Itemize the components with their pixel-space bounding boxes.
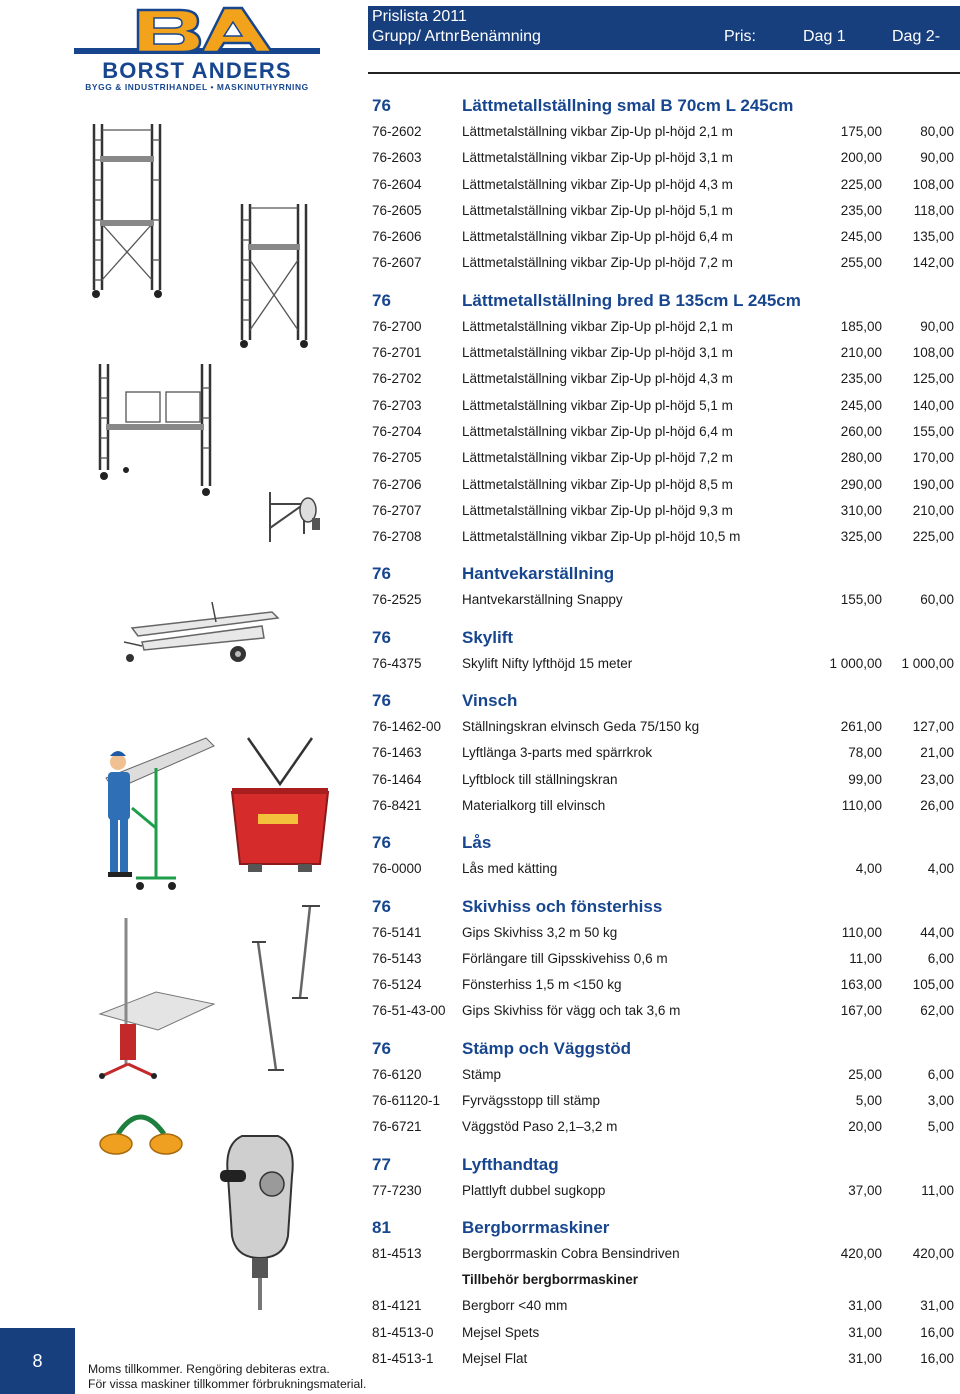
- section-title: Lås: [462, 833, 492, 853]
- narrow-scaffold-short-illustration: [232, 200, 322, 350]
- table-row: [372, 197, 956, 223]
- article-number: 76-2606: [372, 229, 422, 245]
- article-name: Väggstöd Paso 2,1–3,2 m: [462, 1119, 618, 1135]
- table-row: [372, 650, 956, 676]
- table-row: [372, 339, 956, 365]
- section-group-number: 76: [372, 290, 391, 310]
- table-row: [372, 313, 956, 339]
- article-number: 76-2708: [372, 529, 422, 545]
- price-day1: 1 000,00: [829, 655, 882, 671]
- article-number: 76-8421: [372, 797, 422, 813]
- section-group-number: 76: [372, 896, 391, 916]
- table-row: [372, 523, 956, 549]
- article-number: 81-4513-0: [372, 1324, 434, 1340]
- article-number: 81-4513: [372, 1245, 422, 1261]
- price-day2: 135,00: [912, 229, 954, 245]
- company-tagline: BYGG & INDUSTRIHANDEL • MASKINUTHYRNING: [85, 82, 309, 92]
- table-row: [372, 1319, 956, 1345]
- price-day2: 108,00: [912, 176, 954, 192]
- article-name: Lyftblock till ställningskran: [462, 771, 618, 787]
- sub-heading: [372, 1266, 956, 1292]
- table-row: [372, 945, 956, 971]
- article-number: 76-2701: [372, 345, 422, 361]
- table-row: [372, 1087, 956, 1113]
- price-day2: 190,00: [912, 476, 954, 492]
- header-divider: [368, 72, 960, 74]
- price-day1: 200,00: [840, 150, 882, 166]
- price-day2: 11,00: [921, 1182, 954, 1198]
- article-name: Lättmetalställning vikbar Zip-Up pl-höjd 7,2 m: [462, 255, 733, 271]
- article-name: Mejsel Spets: [462, 1324, 540, 1340]
- article-name: Fyrvägsstopp till stämp: [462, 1093, 601, 1109]
- table-row: [372, 418, 956, 444]
- props-and-wall-support-illustration: [250, 902, 330, 1078]
- company-logo: [74, 4, 324, 92]
- article-number: 76-2705: [372, 450, 422, 466]
- price-day2: 1 000,00: [901, 655, 954, 671]
- rock-drill-illustration: [212, 1124, 308, 1314]
- col-day2-header: Dag 2-: [892, 28, 941, 45]
- section-title: Hantvekarställning: [462, 564, 615, 584]
- price-day2: 118,00: [913, 202, 954, 218]
- article-name: Lättmetalställning vikbar Zip-Up pl-höjd 10,5 m: [462, 529, 741, 545]
- price-section: [372, 1151, 956, 1203]
- trailer-skylift-illustration: [112, 598, 292, 670]
- table-row: [372, 144, 956, 170]
- ba-logo-mark: [74, 4, 324, 60]
- price-day1: 37,00: [848, 1182, 882, 1198]
- price-day1: 110,00: [841, 797, 882, 813]
- article-name: Mejsel Flat: [462, 1350, 528, 1366]
- price-day1: 20,00: [848, 1119, 882, 1135]
- section-heading: [372, 829, 956, 855]
- price-day2: 90,00: [920, 150, 954, 166]
- article-number: 76-6721: [372, 1119, 422, 1135]
- price-day1: 155,00: [840, 592, 882, 608]
- page-number: 8: [0, 1328, 75, 1394]
- section-title: Lättmetallställning smal B 70cm L 245cm: [462, 96, 794, 115]
- table-row: [372, 1240, 956, 1266]
- article-number: 76-61120-1: [372, 1093, 441, 1109]
- section-group-number: 77: [372, 1154, 391, 1174]
- article-name: Gips Skivhiss 3,2 m 50 kg: [462, 924, 618, 940]
- article-name: Lättmetalställning vikbar Zip-Up pl-höjd 4,3 m: [462, 371, 733, 387]
- article-number: 76-1464: [372, 771, 422, 787]
- price-day2: 210,00: [912, 502, 954, 518]
- section-group-number: 81: [372, 1217, 391, 1237]
- table-row: [372, 1345, 956, 1371]
- price-section: [372, 687, 956, 818]
- price-day2: 420,00: [912, 1245, 954, 1261]
- price-section: [372, 624, 956, 676]
- table-row: [372, 171, 956, 197]
- article-number: 76-5141: [372, 924, 422, 940]
- price-day2: 4,00: [927, 861, 954, 877]
- table-row: [372, 118, 956, 144]
- article-name: Stämp: [462, 1066, 502, 1082]
- price-day1: 245,00: [840, 229, 882, 245]
- price-day1: 78,00: [848, 745, 882, 761]
- article-name: Bergborrmaskin Cobra Bensindriven: [462, 1245, 680, 1261]
- price-section: [372, 560, 956, 612]
- price-day1: 5,00: [855, 1093, 882, 1109]
- price-day1: 235,00: [840, 202, 882, 218]
- section-group-number: 76: [372, 1038, 391, 1058]
- article-number: 76-2702: [372, 371, 422, 387]
- article-number: 76-5143: [372, 950, 422, 966]
- price-day1: 185,00: [840, 318, 882, 334]
- material-basket-illustration: [228, 734, 332, 874]
- section-heading: [372, 287, 956, 313]
- price-day2: 142,00: [912, 255, 954, 271]
- table-row: [372, 739, 956, 765]
- table-row: [372, 766, 956, 792]
- table-row: [372, 471, 956, 497]
- article-name: Skylift Nifty lyfthöjd 15 meter: [462, 655, 633, 671]
- table-row: [372, 497, 956, 523]
- section-title: Vinsch: [462, 691, 518, 711]
- price-day1: 163,00: [840, 977, 882, 993]
- double-suction-cup-illustration: [96, 1104, 186, 1166]
- price-day2: 60,00: [920, 592, 954, 608]
- price-day1: 210,00: [840, 345, 882, 361]
- section-heading: [372, 1035, 956, 1061]
- article-number: 81-4513-1: [372, 1350, 434, 1366]
- col-name-header: Benämning: [460, 28, 541, 45]
- price-day2: 3,00: [927, 1093, 954, 1109]
- article-number: 76-2703: [372, 397, 422, 413]
- price-day1: 25,00: [848, 1066, 882, 1082]
- article-name: Fönsterhiss 1,5 m <150 kg: [462, 977, 622, 993]
- article-name: Lättmetalställning vikbar Zip-Up pl-höjd 9,3 m: [462, 502, 733, 518]
- footer-note-line2: För vissa maskiner tillkommer förbrukningsmaterial.: [88, 1377, 367, 1391]
- table-row: [372, 1113, 956, 1139]
- article-name: Lättmetalställning vikbar Zip-Up pl-höjd 7,2 m: [462, 450, 733, 466]
- price-day1: 99,00: [848, 771, 882, 787]
- price-day2: 90,00: [920, 318, 954, 334]
- table-row: [372, 223, 956, 249]
- article-number: 76-2602: [372, 124, 422, 139]
- scaffold-crane-illustration: [262, 488, 326, 546]
- price-day1: 310,00: [840, 502, 882, 518]
- col-day1-header: Dag 1: [803, 28, 846, 45]
- price-day2: 125,00: [912, 371, 954, 387]
- footer-note: [88, 1362, 366, 1392]
- article-name: Förlängare till Gipsskivehiss 0,6 m: [462, 950, 668, 966]
- article-number: 76-1462-00: [372, 719, 442, 735]
- price-day2: 26,00: [920, 797, 954, 813]
- price-section: [372, 1214, 956, 1371]
- article-name: Gips Skivhiss för vägg och tak 3,6 m: [462, 1003, 681, 1019]
- price-section: [372, 92, 956, 276]
- price-day1: 255,00: [840, 255, 882, 271]
- price-list-header: [368, 6, 960, 50]
- article-number: 76-2607: [372, 255, 422, 271]
- section-group-number: 76: [372, 627, 391, 647]
- article-name: Materialkorg till elvinsch: [462, 797, 606, 813]
- article-number: 76-5124: [372, 977, 422, 993]
- price-day2: 62,00: [920, 1003, 954, 1019]
- footer-note-line1: Moms tillkommer. Rengöring debiteras extra.: [88, 1362, 330, 1376]
- section-title: Skylift: [462, 627, 514, 647]
- section-title: Skivhiss och fönsterhiss: [462, 896, 663, 916]
- price-day1: 31,00: [848, 1298, 882, 1314]
- article-name: Lättmetalställning vikbar Zip-Up pl-höjd 5,1 m: [462, 397, 733, 413]
- price-day2: 23,00: [920, 771, 954, 787]
- narrow-scaffold-tall-illustration: [82, 120, 172, 302]
- price-day2: 16,00: [920, 1324, 954, 1340]
- table-row: [372, 1177, 956, 1203]
- article-number: 76-2704: [372, 423, 422, 439]
- article-number: 76-0000: [372, 861, 422, 877]
- section-heading: [372, 624, 956, 650]
- article-name: Lås med kätting: [462, 861, 558, 877]
- price-day1: 420,00: [840, 1245, 882, 1261]
- price-day2: 170,00: [912, 450, 954, 466]
- price-day2: 155,00: [912, 423, 954, 439]
- article-name: Lättmetalställning vikbar Zip-Up pl-höjd 4,3 m: [462, 176, 733, 192]
- article-number: 76-51-43-00: [372, 1003, 446, 1019]
- article-number: 76-2706: [372, 476, 422, 492]
- table-row: [372, 444, 956, 470]
- section-heading: [372, 1151, 956, 1177]
- article-number: 77-7230: [372, 1182, 422, 1198]
- article-name: Lättmetalställning vikbar Zip-Up pl-höjd 8,5 m: [462, 476, 733, 492]
- price-day1: 31,00: [848, 1324, 882, 1340]
- price-day1: 31,00: [848, 1350, 882, 1366]
- table-row: [372, 392, 956, 418]
- price-day1: 280,00: [840, 450, 882, 466]
- price-day2: 127,00: [912, 719, 954, 735]
- price-day1: 290,00: [840, 476, 882, 492]
- section-group-number: 76: [372, 96, 391, 115]
- article-name: Lättmetalställning vikbar Zip-Up pl-höjd 2,1 m: [462, 124, 733, 139]
- col-price-header: Pris:: [724, 28, 756, 45]
- section-heading: [372, 1214, 956, 1240]
- price-section: [372, 893, 956, 1024]
- price-day2: 105,00: [912, 977, 954, 993]
- column-headers: [368, 28, 960, 50]
- article-name: Lättmetalställning vikbar Zip-Up pl-höjd 5,1 m: [462, 202, 733, 218]
- price-day1: 245,00: [840, 397, 882, 413]
- article-number: 76-2605: [372, 202, 422, 218]
- price-day2: 6,00: [927, 950, 954, 966]
- article-name: Lättmetalställning vikbar Zip-Up pl-höjd 3,1 m: [462, 345, 733, 361]
- sub-heading-label: Tillbehör bergborrmaskiner: [462, 1272, 639, 1288]
- article-number: 76-2525: [372, 592, 422, 608]
- price-day2: 44,00: [920, 924, 954, 940]
- price-table: [372, 92, 956, 1382]
- wide-scaffold-illustration: [90, 358, 222, 500]
- article-number: 76-2603: [372, 150, 422, 166]
- price-day2: 16,00: [920, 1350, 954, 1366]
- article-number: 76-4375: [372, 655, 422, 671]
- section-title: Stämp och Väggstöd: [462, 1038, 632, 1058]
- section-heading: [372, 687, 956, 713]
- article-name: Plattlyft dubbel sugkopp: [462, 1182, 606, 1198]
- section-title: Lättmetallställning bred B 135cm L 245cm: [462, 290, 801, 310]
- table-row: [372, 997, 956, 1023]
- price-day1: 260,00: [840, 423, 882, 439]
- price-day1: 325,00: [840, 529, 882, 545]
- article-name: Lättmetalställning vikbar Zip-Up pl-höjd 6,4 m: [462, 423, 733, 439]
- article-number: 76-2604: [372, 176, 422, 192]
- price-day2: 21,00: [920, 745, 954, 761]
- section-heading: [372, 92, 956, 118]
- section-group-number: 76: [372, 691, 391, 711]
- article-name: Ställningskran elvinsch Geda 75/150 kg: [462, 719, 700, 735]
- article-name: Lättmetalställning vikbar Zip-Up pl-höjd 6,4 m: [462, 229, 733, 245]
- table-row: [372, 792, 956, 818]
- price-day2: 31,00: [920, 1298, 954, 1314]
- article-name: Bergborr <40 mm: [462, 1298, 568, 1314]
- section-title: Lyfthandtag: [462, 1154, 559, 1174]
- table-row: [372, 249, 956, 275]
- table-row: [372, 855, 956, 881]
- article-number: 76-2700: [372, 318, 422, 334]
- worker-with-drywall-lift-illustration: [96, 728, 216, 900]
- price-day2: 140,00: [912, 397, 954, 413]
- article-name: Hantvekarställning Snappy: [462, 592, 623, 608]
- section-heading: [372, 893, 956, 919]
- company-name: BORST ANDERS: [102, 58, 292, 83]
- price-day1: 167,00: [840, 1003, 882, 1019]
- table-row: [372, 971, 956, 997]
- article-number: 76-2707: [372, 502, 422, 518]
- price-section: [372, 287, 956, 550]
- article-number: 81-4121: [372, 1298, 422, 1314]
- table-row: [372, 713, 956, 739]
- price-day2: 6,00: [927, 1066, 954, 1082]
- table-row: [372, 365, 956, 391]
- article-name: Lättmetalställning vikbar Zip-Up pl-höjd 2,1 m: [462, 318, 733, 334]
- price-day1: 175,00: [840, 124, 882, 139]
- price-day2: 225,00: [912, 529, 954, 545]
- col-group-header: Grupp/ Artnr: [372, 28, 460, 45]
- section-title: Bergborrmaskiner: [462, 1217, 610, 1237]
- section-heading: [372, 560, 956, 586]
- price-day2: 108,00: [912, 345, 954, 361]
- price-day2: 5,00: [927, 1119, 954, 1135]
- article-number: 76-6120: [372, 1066, 422, 1082]
- section-group-number: 76: [372, 833, 391, 853]
- section-group-number: 76: [372, 564, 391, 584]
- article-number: 76-1463: [372, 745, 422, 761]
- price-day1: 261,00: [840, 719, 882, 735]
- price-day1: 11,00: [849, 950, 882, 966]
- price-day1: 235,00: [840, 371, 882, 387]
- table-row: [372, 919, 956, 945]
- table-row: [372, 586, 956, 612]
- price-section: [372, 1035, 956, 1140]
- drywall-lift-illustration: [96, 904, 216, 1080]
- article-name: Lyftlänga 3-parts med spärrkrok: [462, 745, 653, 761]
- price-day1: 225,00: [840, 176, 882, 192]
- price-day1: 4,00: [855, 861, 882, 877]
- table-row: [372, 1292, 956, 1318]
- price-list-title: Prislista 2011: [372, 8, 467, 25]
- price-day1: 110,00: [841, 924, 882, 940]
- price-section: [372, 829, 956, 881]
- article-name: Lättmetalställning vikbar Zip-Up pl-höjd 3,1 m: [462, 150, 733, 166]
- table-row: [372, 1061, 956, 1087]
- price-day2: 80,00: [920, 124, 954, 139]
